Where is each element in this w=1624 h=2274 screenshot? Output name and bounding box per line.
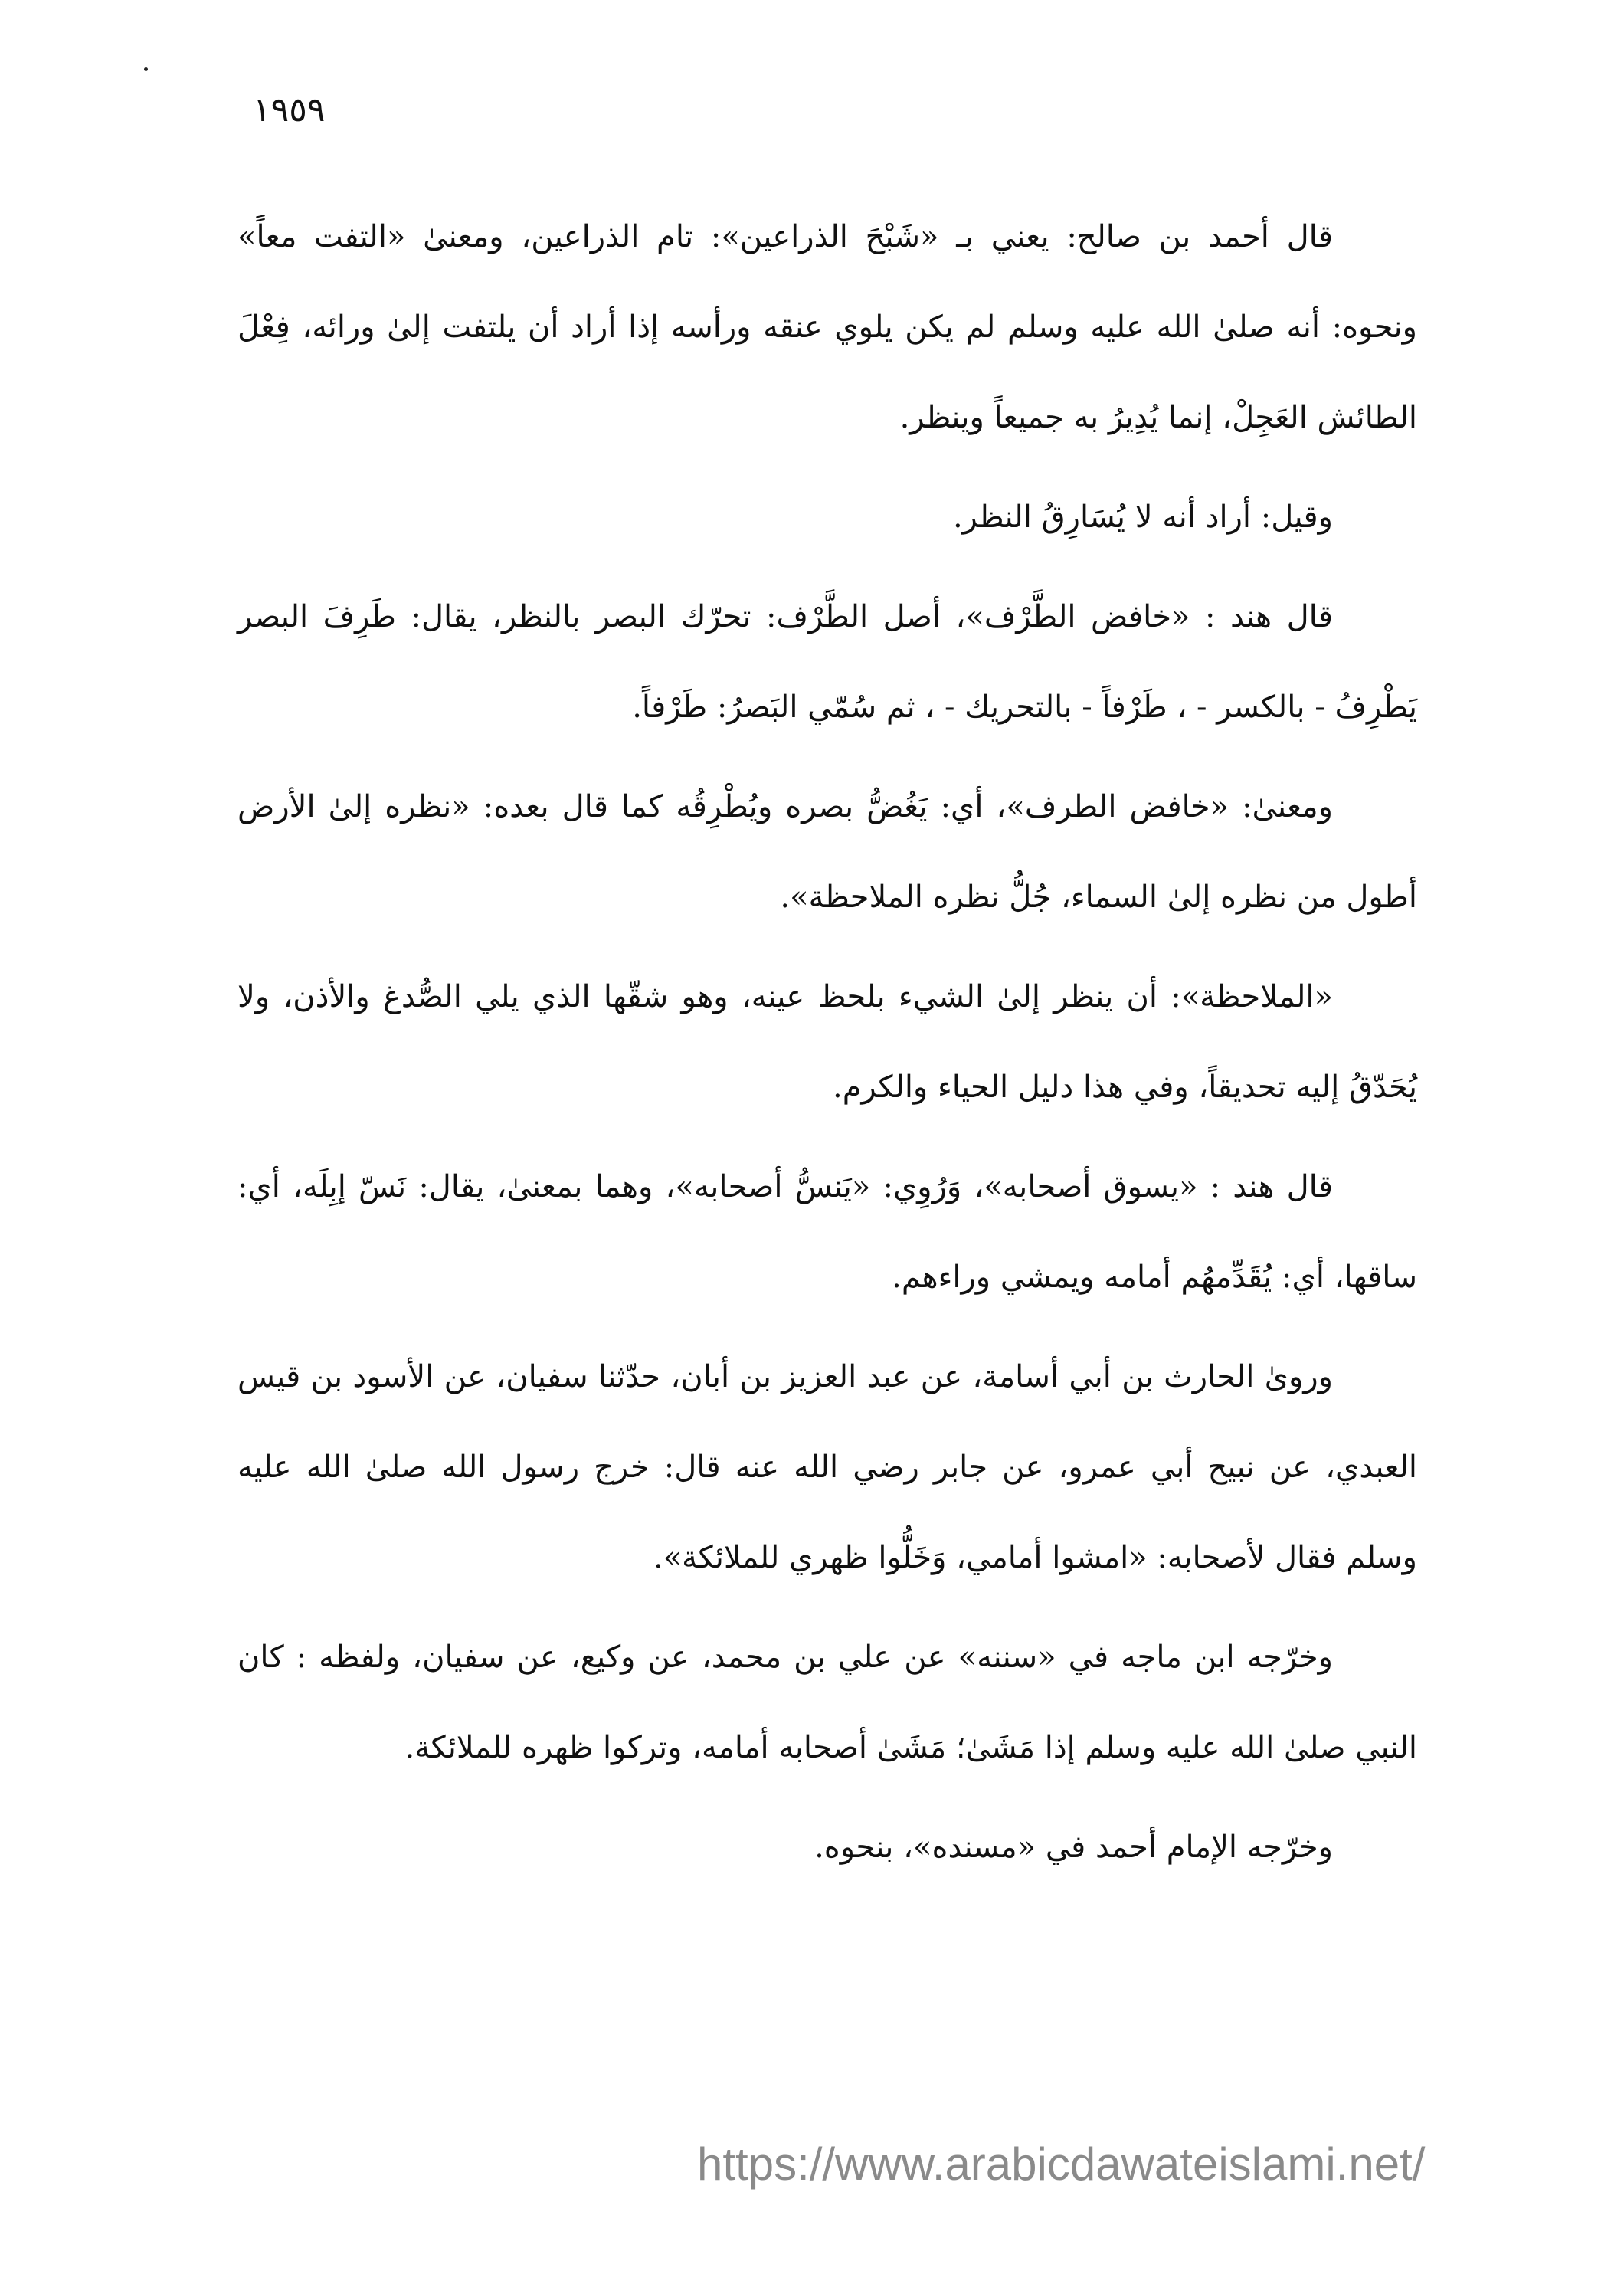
paragraph-4: ومعنىٰ: «خافض الطرف»، أي: يَغُضُّ بصره ويُطْرِقُه كما قال بعده: «نظره إلىٰ الأرض أطول من نظره إلىٰ السماء، جُلُّ نظره الملاحظة».	[237, 789, 1417, 915]
paragraph-2: وقيل: أراد أنه لا يُسَارِقُ النظر.	[952, 500, 1333, 535]
scan-speck	[144, 67, 148, 71]
paragraph-3: قال هند : «خافض الطَّرْف»، أصل الطَّرْف: تحرّك البصر بالنظر، يقال: طَرِفَ البصر يَطْرِفُ - بالكسر - ، طَرْفاً - بالتحريك - ، ثم سُمّي البَصرُ: طَرْفاً.	[237, 599, 1417, 725]
paragraph-7: وروىٰ الحارث بن أبي أسامة، عن عبد العزيز بن أبان، حدّثنا سفيان، عن الأسود بن قيس العبدي، عن نبيح أبي عمرو، عن جابر رضي الله عنه قال: خرج رسول الله صلىٰ الله عليه وسلم فقال لأصحابه: «امشوا أمامي، وَخَلُّوا ظهري للملائكة».	[237, 1359, 1417, 1575]
paragraph-6: قال هند : «يسوق أصحابه»، وَرُوِي: «يَنسُّ أصحابه»، وهما بمعنىٰ، يقال: نَسّ إبِلَه، أي: ساقها، أي: يُقَدِّمهُم أمامه ويمشي وراءهم.	[237, 1169, 1417, 1295]
page-number: ١٩٥٩	[253, 90, 326, 129]
paragraph-9: وخرّجه الإمام أحمد في «مسنده»، بنحوه.	[814, 1830, 1333, 1865]
paragraph-5: «الملاحظة»: أن ينظر إلىٰ الشيء بلحظ عينه، وهو شقّها الذي يلي الصُّدغ والأذن، ولا يُحَدّقُ إليه تحديقاً، وفي هذا دليل الحياء والكرم.	[237, 979, 1417, 1105]
paragraph-8: وخرّجه ابن ماجه في «سننه» عن علي بن محمد، عن وكيع، عن سفيان، ولفظه : كان النبي صلىٰ الله عليه وسلم إذا مَشَىٰ؛ مَشَىٰ أصحابه أمامه، وتركوا ظهره للملائكة.	[237, 1640, 1417, 1765]
watermark-url[interactable]: https://www.arabicdawateislami.net/	[697, 2138, 1426, 2190]
body-text	[237, 192, 1417, 1902]
paragraph-1: قال أحمد بن صالح: يعني بـ «شَبْحَ الذراعين»: تام الذراعين، ومعنىٰ «التفت معاً» ونحوه: أنه صلىٰ الله عليه وسلم لم يكن يلوي عنقه ورأسه إذا أراد أن يلتفت إلىٰ ورائه، فِعْلَ الطائش العَجِلْ، إنما يُدِيرُ به جميعاً وينظر.	[237, 219, 1417, 435]
